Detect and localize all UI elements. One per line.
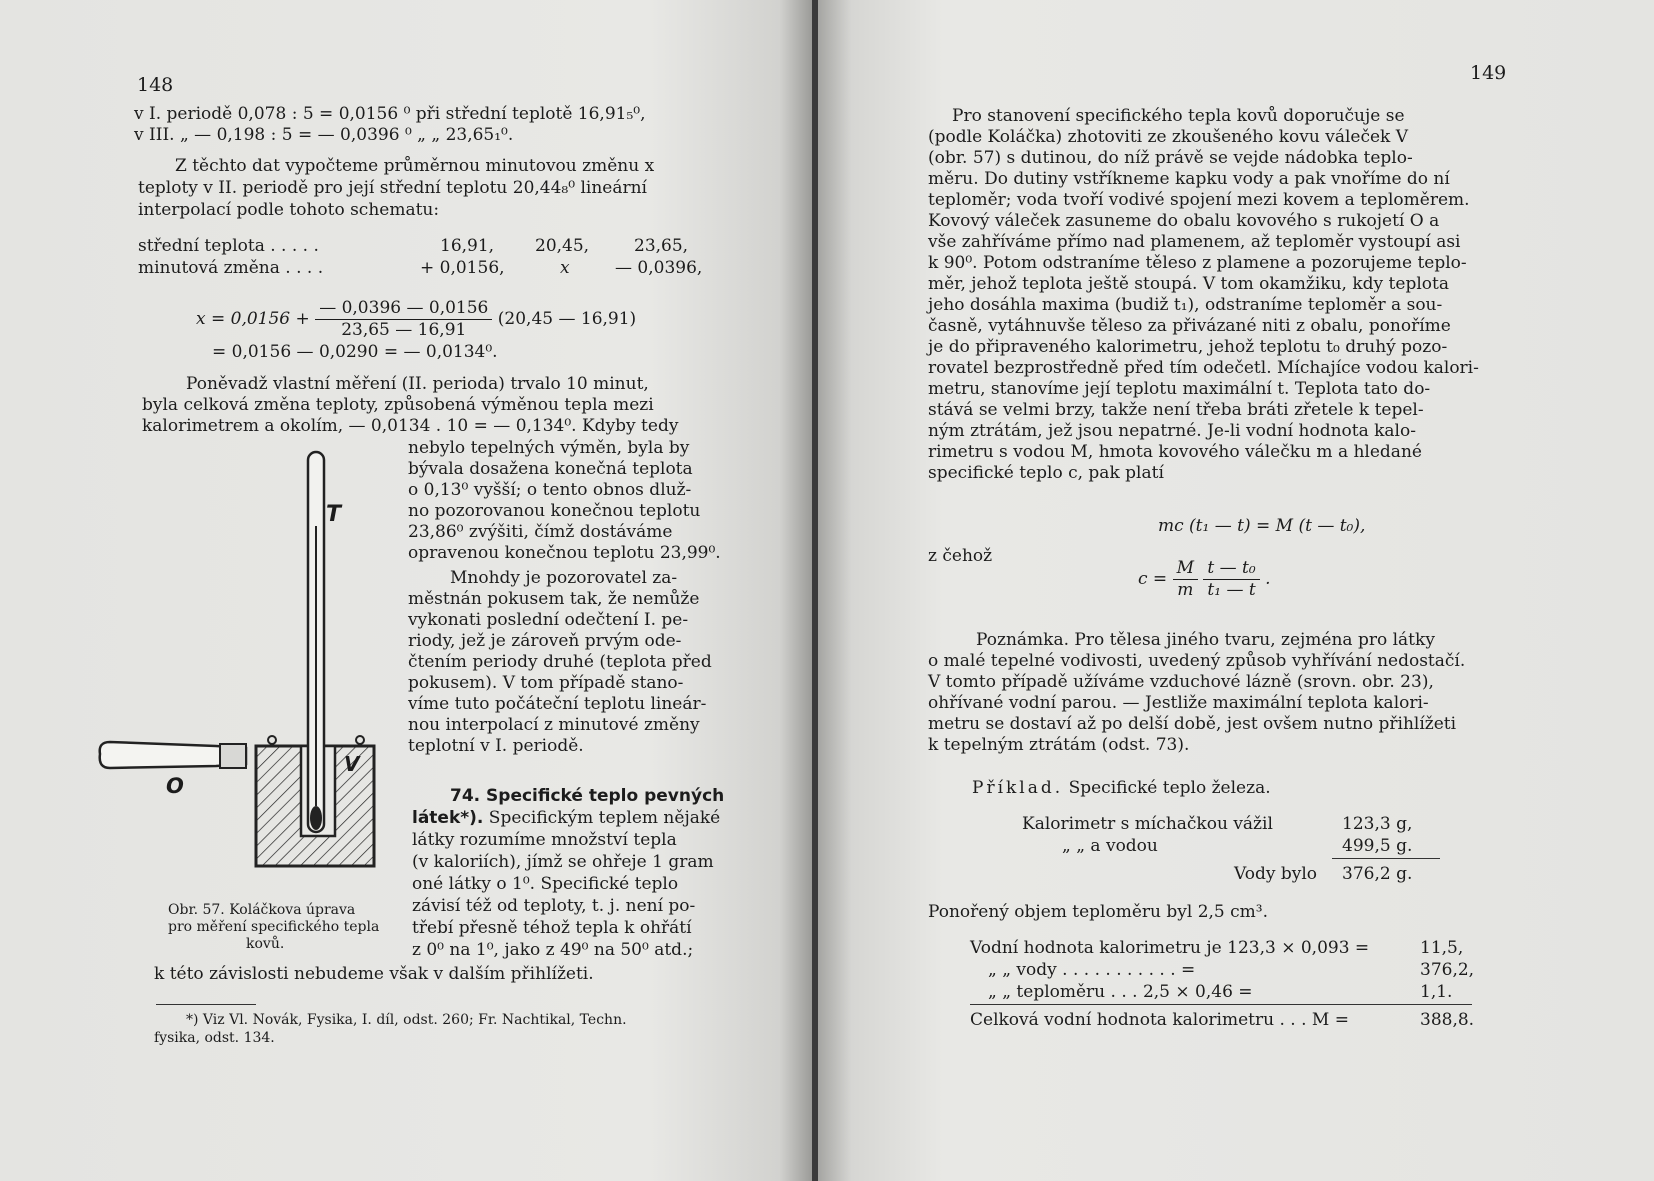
eq2-end: . [1265,569,1271,589]
para2-line: k tepelným ztrátám (odst. 73). [928,735,1190,755]
example-row-value: 123,3 g, [1342,814,1413,834]
figure-57 [96,446,386,876]
schema-row1-v3: 23,65, [634,236,689,256]
col-line: riody, jež je zároveň prvým ode- [408,631,682,651]
para2-line-3: kalorimetrem a okolím, — 0,0134 . 10 = — 0,134⁰. Kdyby tedy [142,416,679,436]
para1-line: (podle Koláčka) zhotoviti ze zkoušeného kovu váleček V [928,127,1409,147]
z-cehoz: z čehož [928,546,993,566]
label-T: T [326,502,342,527]
col-line: no pozorovanou konečnou teplotu [408,501,701,521]
para1-line-1: Z těchto dat vypočteme průměrnou minutovou změnu x [175,156,655,176]
formula-denominator: 23,65 — 16,91 [341,320,467,340]
total-row-value: 388,8. [1420,1010,1475,1030]
water-row-label: Vodní hodnota kalorimetru je 123,3 × 0,093 = [970,938,1370,958]
para2-line: o malé tepelné vodivosti, uvedený způsob vyhřívání nedostačí. [928,651,1466,671]
label-V: V [344,752,360,776]
para1-line: časně, vytáhnuvše těleso za přivázané niti z obalu, ponoříme [928,316,1451,336]
eq2-den1: m [1177,580,1194,600]
schema-row2-v2: x [560,258,570,278]
col-line: nou interpolací z minutové změny [408,715,700,735]
col-line: o 0,13⁰ vyšší; o tento obnos dluž- [408,480,692,500]
example-row-label: Kalorimetr s míchačkou vážil [1022,814,1273,834]
para2-line: Poznámka. Pro tělesa jiného tvaru, zejména pro látky [976,630,1435,650]
formula-1 [196,298,636,341]
eq2-den2: t₁ — t [1207,580,1256,600]
footnote-rule [156,1004,256,1005]
example-line [972,778,1271,799]
para1-line-2: teploty v II. periodě pro její střední teplotu 20,44₈⁰ lineární [138,178,647,198]
label-O: O [166,774,184,798]
section-last-line: k této závislosti nebudeme však v dalším přihlížeti. [154,964,594,984]
period-line-2: v III. „ — 0,198 : 5 = — 0,0396 ⁰ „ „ 23,65₁⁰. [134,125,514,145]
para1-line: je do připraveného kalorimetru, jehož teplotu t₀ druhý pozo- [928,337,1448,357]
para1-line: specifické teplo c, pak platí [928,463,1164,483]
section-line: závisí též od teploty, t. j. není po- [412,896,696,916]
col-line: teplotní v I. periodě. [408,736,584,756]
para1-line: metru, stanovíme její teplotu maximální t. Teplota tato do- [928,379,1431,399]
example-row-label: Vody bylo [1234,864,1317,884]
period-line-1: v I. periodě 0,078 : 5 = 0,0156 ⁰ při střední teplotě 16,91₅⁰, [134,104,646,124]
para1-line: rovatel bezprostředně před tím odečetl. Míchajíce vodou kalori- [928,358,1479,378]
formula-fraction [315,298,492,341]
formula-lhs: x = 0,0156 + [196,309,310,329]
schema-row1-v2: 20,45, [535,236,590,256]
sum-rule [1332,858,1440,859]
para1-line: k 90⁰. Potom odstraníme těleso z plamene a pozorujeme teplo- [928,253,1467,273]
example-row-label: „ „ a vodou [1062,836,1158,856]
para2-line: ohřívané vodní parou. — Jestliže maximální teplota kalori- [928,693,1429,713]
col-line: bývala dosažena konečná teplota [408,459,693,479]
col-line: vykonati poslední odečtení I. pe- [408,610,689,630]
para2-line-1: Poněvadž vlastní měření (II. perioda) trvalo 10 minut, [186,374,649,394]
para1-line: stává se velmi brzy, takže není třeba bráti zřetele k tepel- [928,400,1424,420]
col-line: 23,86⁰ zvýšiti, čímž dostáváme [408,522,673,542]
equation-2 [1138,558,1271,601]
section-line-0 [412,808,720,829]
water-row-label: „ „ vody . . . . . . . . . . . = [988,960,1196,980]
para1-line: rimetru s vodou M, hmota kovového válečku m a hledané [928,442,1422,462]
example-row-value: 499,5 g. [1342,836,1413,856]
eq2-num2: t — t₀ [1203,558,1259,580]
footnote-line-2: fysika, odst. 134. [154,1030,275,1046]
total-rule [970,1004,1472,1005]
section-heading: 74. Specifické teplo pevných [450,786,725,806]
figure-caption-2: pro měření specifického tepla [168,919,380,935]
schema-row2-v3: — 0,0396, [615,258,703,278]
col-line: čtením periody druhé (teplota před [408,652,712,672]
para1-line: Kovový váleček zasuneme do obalu kovového s rukojetí O a [928,211,1440,231]
schema-row2-label: minutová změna . . . . [138,258,324,278]
equation-1: mc (t₁ — t) = M (t — t₀), [1158,516,1366,536]
water-row-value: 376,2, [1420,960,1475,980]
water-row-value: 11,5, [1420,938,1464,958]
para1-line: měr, jehož teplota ještě stoupá. V tom okamžiku, kdy teplota [928,274,1449,294]
total-row-label: Celková vodní hodnota kalorimetru . . . M = [970,1010,1349,1030]
eq2-lhs: c = [1138,569,1168,589]
para1-line: (obr. 57) s dutinou, do níž právě se vejde nádobka teplo- [928,148,1413,168]
example-row-value: 376,2 g. [1342,864,1413,884]
formula-line-2: = 0,0156 — 0,0290 = — 0,0134⁰. [212,342,498,362]
para1-line: jeho dosáhla maxima (budiž t₁), odstraníme teploměr a sou- [928,295,1443,315]
figure-caption-1: Obr. 57. Koláčkova úprava [168,902,356,918]
formula-numerator: — 0,0396 — 0,0156 [315,298,492,320]
calorimeter-illustration [96,446,386,876]
section-line: z 0⁰ na 1⁰, jako z 49⁰ na 50⁰ atd.; [412,940,694,960]
col-line: Mnohdy je pozorovatel za- [450,568,678,588]
formula-tail: (20,45 — 16,91) [497,309,637,329]
para2-line: V tomto případě užíváme vzduchové lázně (srovn. obr. 23), [928,672,1434,692]
page-number: 148 [137,74,174,96]
section-heading-2: látek*). [412,808,484,828]
section-line: látky rozumíme množství tepla [412,830,677,850]
figure-caption-3: kovů. [246,936,285,952]
para1-line: ným ztrátám, jež jsou nepatrné. Je-li vodní hodnota kalo- [928,421,1416,441]
schema-row2-v1: + 0,0156, [420,258,505,278]
schema-row1-v1: 16,91, [440,236,495,256]
right-page [818,0,1654,1181]
para1-line-3: interpolací podle tohoto schematu: [138,200,440,220]
para1-line: Pro stanovení specifického tepla kovů doporučuje se [952,106,1405,126]
footnote-line-1: *) Viz Vl. Novák, Fysika, I. díl, odst. 260; Fr. Nachtikal, Techn. [186,1012,627,1028]
col-line: městnán pokusem tak, že nemůže [408,589,700,609]
water-row-value: 1,1. [1420,982,1453,1002]
col-line: víme tuto počáteční teplotu lineár- [408,694,707,714]
col-line: nebylo tepelných výměn, byla by [408,438,690,458]
col-line: opravenou konečnou teplotu 23,99⁰. [408,543,721,563]
eq2-num1: M [1173,558,1198,580]
section-line: (v kaloriích), jímž se ohřeje 1 gram [412,852,714,872]
col-line: pokusem). V tom případě stano- [408,673,684,693]
section-line: oné látky o 1⁰. Specifické teplo [412,874,679,894]
example-title: Specifické teplo železa. [1068,778,1271,798]
para1-line: vše zahříváme přímo nad plamenem, až teploměr vystoupí asi [928,232,1461,252]
para1-line: teploměr; voda tvoří vodivé spojení mezi kovem a teploměrem. [928,190,1470,210]
section-line: třebí přesně téhož tepla k ohřátí [412,918,692,938]
para2-line-2: byla celková změna teploty, způsobená výměnou tepla mezi [142,395,654,415]
para1-line: měru. Do dutiny vstříkneme kapku vody a pak vnoříme do ní [928,169,1450,189]
page-number: 149 [1470,62,1507,84]
section-text: Specifickým teplem nějaké [488,808,721,828]
eq2-frac2 [1203,558,1259,601]
eq2-frac1 [1173,558,1198,601]
immersed-volume: Ponořený objem teploměru byl 2,5 cm³. [928,902,1269,922]
water-row-label: „ „ teploměru . . . 2,5 × 0,46 = [988,982,1253,1002]
example-heading: Příklad. [972,778,1064,798]
left-page [0,0,812,1181]
schema-row1-label: střední teplota . . . . . [138,236,319,256]
para2-line: metru se dostaví až po delší době, jest ovšem nutno přihlížeti [928,714,1457,734]
